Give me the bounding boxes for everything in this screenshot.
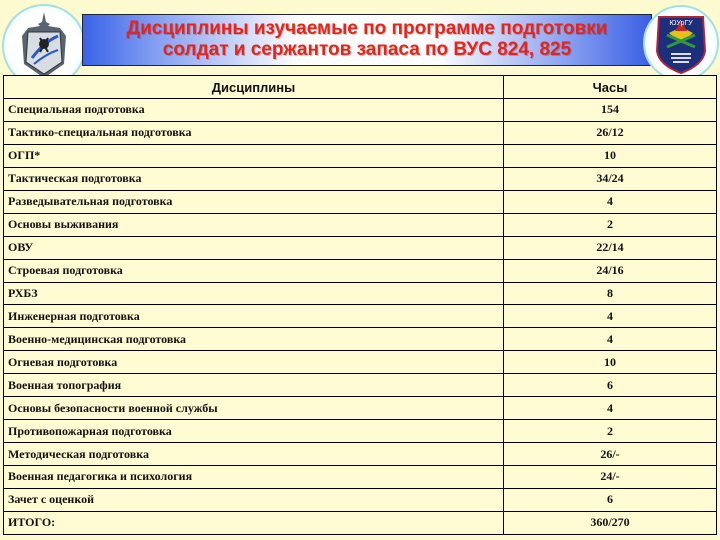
discipline-name: Военно-медицинская подготовка [4,328,504,351]
shield-label: ЮУрГУ [669,20,693,27]
column-header-disciplines: Дисциплины [4,76,504,99]
discipline-hours: 24/- [504,466,717,489]
table-row [4,259,717,282]
title-line-2: солдат и сержантов запаса по ВУС 824, 825 [162,39,572,60]
discipline-hours: 10 [504,144,717,167]
table-row [4,420,717,443]
discipline-name: Специальная подготовка [4,99,504,122]
table-row [4,443,717,466]
discipline-name: Тактическая подготовка [4,167,504,190]
table-row [4,282,717,305]
discipline-hours: 4 [504,190,717,213]
discipline-name: ОГП* [4,144,504,167]
table-row [4,374,717,397]
discipline-name: Инженерная подготовка [4,305,504,328]
table-row [4,397,717,420]
discipline-hours: 34/24 [504,167,717,190]
discipline-name: Зачет с оценкой [4,488,504,511]
title-line-1: Дисциплины изучаемые по программе подготовки [126,18,608,39]
discipline-name: ОВУ [4,236,504,259]
discipline-hours: 2 [504,213,717,236]
discipline-hours: 4 [504,397,717,420]
disciplines-table [3,75,717,535]
table-header-row [4,76,717,99]
discipline-hours: 26/- [504,443,717,466]
table-row [4,99,717,122]
discipline-hours: 26/12 [504,121,717,144]
discipline-hours: 24/16 [504,259,717,282]
total-hours: 360/270 [504,511,717,534]
table-row [4,488,717,511]
table-row [4,213,717,236]
discipline-hours: 6 [504,488,717,511]
discipline-hours: 154 [504,99,717,122]
table-row [4,351,717,374]
discipline-hours: 4 [504,305,717,328]
discipline-hours: 8 [504,282,717,305]
table-row [4,328,717,351]
table-row [4,236,717,259]
discipline-name: РХБЗ [4,282,504,305]
total-label: ИТОГО: [4,511,504,534]
discipline-name: Военная топография [4,374,504,397]
discipline-hours: 4 [504,328,717,351]
table-row [4,190,717,213]
table-row [4,305,717,328]
table-row [4,121,717,144]
discipline-name: Тактико-специальная подготовка [4,121,504,144]
table-row [4,144,717,167]
discipline-name: Основы безопасности военной службы [4,397,504,420]
discipline-name: Основы выживания [4,213,504,236]
discipline-hours: 22/14 [504,236,717,259]
page-title [82,18,652,60]
table-row [4,466,717,489]
discipline-name: Методическая подготовка [4,443,504,466]
table-row-total [4,511,717,534]
discipline-name: Огневая подготовка [4,351,504,374]
discipline-hours: 10 [504,351,717,374]
military-faculty-shield-icon [643,5,719,81]
discipline-name: Противопожарная подготовка [4,420,504,443]
table-row [4,167,717,190]
discipline-hours: 6 [504,374,717,397]
discipline-name: Разведывательная подготовка [4,190,504,213]
discipline-hours: 2 [504,420,717,443]
discipline-name: Военная педагогика и психология [4,466,504,489]
column-header-hours: Часы [504,76,717,99]
discipline-name: Строевая подготовка [4,259,504,282]
